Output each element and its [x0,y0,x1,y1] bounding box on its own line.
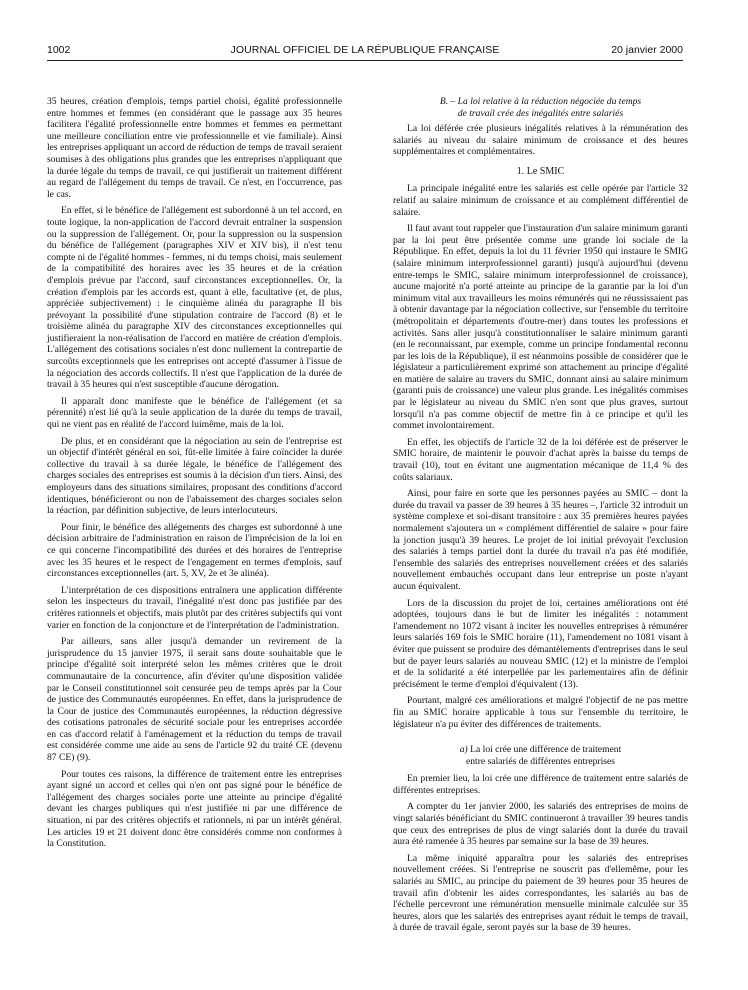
paragraph: En premier lieu, la loi crée une différence de traitement entre salariés de différentes entreprises. [393,773,688,796]
paragraph: En effet, si le bénéfice de l'allégement est subordonné à un tel accord, en toute logique, la non-application de l'accord devrait entraîner la suspension ou la suppression de l'allégement. Or, pour la suppression ou la suspension du bénéfice de l'allégement (paragraphes XIV et XIV bis), il n'est tenu compte ni de l'égalité hommes - femmes, ni du temps choisi, mais seulement de la compatibilité des horaires avec les 35 heures et de la création d'emplois prévue par l'accord, sauf circonstances exceptionnelles. Or, la création d'emplois par les accords est, quant à elle, facultative (et, de plus, appréciée subjectivement) : le cinquième alinéa du paragraphe II bis prévoyant la possibilité d'une stipulation contraire de l'accord (8) et le troisième alinéa du paragraphe XIV des circonstances exceptionnelles qui justifieraient la non-réalisation de l'accord en matière de création d'emplois. L'allégement des cotisations sociales n'est donc nullement la contrepartie de surcoûts exceptionnels que les entreprises ont accepté d'assumer à l'issue de la négociation des accords collectifs. Il n'est que l'application de la durée de travail à 35 heures qui n'est susceptible d'aucune dérogation. [47,205,342,391]
paragraph: Il faut avant tout rappeler que l'instauration d'un salaire minimum garanti par la loi peut être présentée comme une grande loi sociale de la République. En effet, depuis la loi du 11 février 1950 qui instaure le SMIG (salaire minimum interprofessionnel garanti) jusqu'à aujourd'hui (devenu entre-temps le SMIC, salaire minimum interprofessionnel de croissance), aucune majorité n'a porté atteinte au principe de la garantie par la loi d'un minimum vital aux travailleurs les moins rémunérés qui ne réussissaient pas à obtenir davantage par la négociation collective, sur l'ensemble du territoire (métropolitain et départements d'outre-mer) dans toutes les professions et activités. Sans aller jusqu'à constitutionnaliser le salaire minimum garanti (en le reconnaissant, par exemple, comme un principe fondamental reconnu par les lois de la République), il est néanmoins possible de considérer que le législateur a particulièrement exprimé son attachement au principe d'égalité en matière de salaire au travers du SMIC, donnant ainsi au salaire minimum (garanti puis de croissance) une valeur plus grande. Les inégalités commises par le législateur au niveau du SMIC n'en sont que plus graves, surtout lorsqu'il n'a pas comme objectif de mettre fin à ce principe et qu'il les commet involontairement. [393,223,688,432]
paragraph: Pour finir, le bénéfice des allégements des charges est subordonné à une décision arbitraire de l'administration en raison de l'imprécision de la loi en ce qui concerne l'incompatibilité des durées et des horaires de l'entreprise avec les 35 heures et le respect de l'engagement en termes d'emplois, sauf circonstances exceptionnelles (art. 5, XV, 2e et 3e alinéa). [47,521,342,580]
paragraph: Pour toutes ces raisons, la différence de traitement entre les entreprises ayant signé un accord et celles qui n'en ont pas signé pour le bénéfice de l'allégement des charges sociales porte une atteinte au principe d'égalité devant les charges publiques qui n'est justifiée ni par une différence de situation, ni par des critères objectifs et rationnels, ni par un intérêt général. Les articles 19 et 21 doivent donc être considérés comme non conformes à la Constitution. [47,768,342,850]
paragraph: Par ailleurs, sans aller jusqu'à demander un revirement de la jurisprudence du 15 janvier 1975, il serait sans doute souhaitable que le principe d'égalité soit interprété selon les mêmes critères que le droit communautaire de la concurrence, afin d'éviter qu'une disposition validée par le Conseil constitutionnel soit censurée peu de temps après par la Cour de justice des Communautés européennes. En effet, dans la jurisprudence de la Cour de justice des Communautés européennes, la réduction dégressive des cotisations patronales de sécurité sociale pour les entreprises accordée en cas d'accord relatif à l'aménagement et la réduction du temps de travail est considérée comme une aide au sens de l'article 92 du traité CE (devenu 87 CE) (9). [47,636,342,764]
paragraph: Lors de la discussion du projet de loi, certaines améliorations ont été adoptées, toujours dans le but de limiter les inégalités : notamment l'amendement no 1072 visant à inciter les nouvelles entreprises à rémunérer leurs salariés 169 fois le SMIC horaire (11), l'amendement no 1081 visant à éviter que puissent se produire des démantèlements d'entreprises dans le seul but de payer leurs salariés au nouveau SMIC (12) et la ministre de l'emploi et de la solidarité a été interpellée par les parlementaires afin de définir précisément le terme d'emploi d'équivalent (13). [393,597,688,690]
paragraph: La principale inégalité entre les salariés est celle opérée par l'article 32 relatif au salaire minimum de croissance et au complément différentiel de salaire. [393,183,688,218]
page-header [47,44,683,60]
subheading-line: La loi crée une différence de traitement [470,744,622,756]
header-rule [47,60,683,61]
right-column [393,96,688,939]
paragraph: Ainsi, pour faire en sorte que les personnes payées au SMIC – dont la durée du travail va passer de 39 heures à 35 heures –, l'article 32 introduit un système complexe et soi-disant transitoire : aux 35 premières heures payées normalement s'ajoutera un « complément différentiel de salaire » pour faire la jonction jusqu'à 39 heures. Le projet de loi initial prévoyait l'exclusion des salariés à temps partiel dont la durée du travail n'a pas été modifiée, l'ensemble des salariés des entreprises nouvellement créées et des salariés nouvellement embauchés occupant dans leur entreprise un poste n'ayant aucun équivalent. [393,488,688,592]
paragraph: Il apparaît donc manifeste que le bénéfice de l'allégement (et sa pérennité) n'est lié qu'à la seule application de la durée du temps de travail, qui ne vient pas en réalité de l'accord luimême, mais de la loi. [47,395,342,431]
paragraph: La même iniquité apparaîtra pour les salariés des entreprises nouvellement créées. Si l'entreprise ne souscrit pas d'ellemême, pour les salariés au SMIC, au principe du paiement de 39 heures pour 35 heures de travail afin d'obtenir les aides correspondantes, les salariés au bas de l'échelle percevront une rémunération mensuelle minimale calculée sur 35 heures, alors que les salariés des entreprises ayant réduit le temps de travail, à durée de travail égale, seront payés sur la base de 39 heures. [393,852,688,934]
paragraph: De plus, et en considérant que la négociation au sein de l'entreprise est un objectif d'intérêt général en soi, fût-elle limitée à faire coïncider la durée collective du travail à sa durée légale, le bénéfice de l'allégement des charges sociales des entreprises est soumis à la décision d'un tiers. Ainsi, des employeurs dans des situations similaires, proposant des conditions d'accord identiques, bénéficieront ou non de l'abaissement des charges sociales selon la réaction, par définition subjective, de leurs interlocuteurs. [47,435,342,517]
paragraph: A compter du 1er janvier 2000, les salariés des entreprises de moins de vingt salariés bénéficiant du SMIC continueront à travailler 39 heures tandis que ceux des entreprises de plus de vingt salariés dont la durée du travail aura été ramenée à 35 heures par semaine sur la base de 39 heures. [393,801,688,848]
section-title [393,96,688,119]
page-number: 1002 [47,44,71,56]
section-title-line: B. – La loi relative à la réduction négociée du temps [439,96,642,107]
subheading-a [393,744,688,767]
left-column [47,96,342,855]
subheading-line: entre salariés de différentes entreprises [466,755,615,767]
paragraph: 35 heures, création d'emplois, temps partiel choisi, égalité professionnelle entre hommes et femmes (en considérant que le passage aux 35 heures facilitera l'égalité professionnelle entre hommes et femmes en permettant une meilleure conciliation entre vie professionnelle et vie familiale). Ainsi les entreprises appliquant un accord de réduction de temps de travail seraient soumises à des obligations plus grandes que les entreprises n'appliquant que la durée légale du temps de travail, ce qui justifierait un traitement différent au regard de l'allégement du temps de travail. Ce n'est, en l'occurrence, pas le cas. [47,96,342,200]
subheading-letter: a) [459,744,468,756]
paragraph: Pourtant, malgré ces améliorations et malgré l'objectif de ne pas mettre fin au SMIC horaire applicable à tous sur l'ensemble du territoire, le législateur n'a pu éviter des différences de traitements. [393,695,688,730]
paragraph: En effet, les objectifs de l'article 32 de la loi déférée est de préserver le SMIC horaire, de maintenir le pouvoir d'achat après la baisse du temps de travail (10), tout en évitant une augmentation mécanique de 11,4 % des coûts salariaux. [393,436,688,483]
section-title-line: de travail crée des inégalités entre salariés [457,107,624,119]
issue-date: 20 janvier 2000 [611,44,683,56]
paragraph: L'interprétation de ces dispositions entraînera une application différente selon les inspecteurs du travail, l'inégalité n'est donc pas justifiée par des critères rationnels et objectifs, mais plutôt par des critères subjectifs qui vont varier en fonction de la conjoncture et de l'interprétation de l'administration. [47,584,342,631]
subsection-heading: 1. Le SMIC [516,165,565,177]
journal-title: JOURNAL OFFICIEL DE LA RÉPUBLIQUE FRANÇAISE [230,44,500,56]
paragraph: La loi déférée crée plusieurs inégalités relatives à la rémunération des salariés au niveau du salaire minimum de croissance et des heures supplémentaires et complémentaires. [393,123,688,158]
